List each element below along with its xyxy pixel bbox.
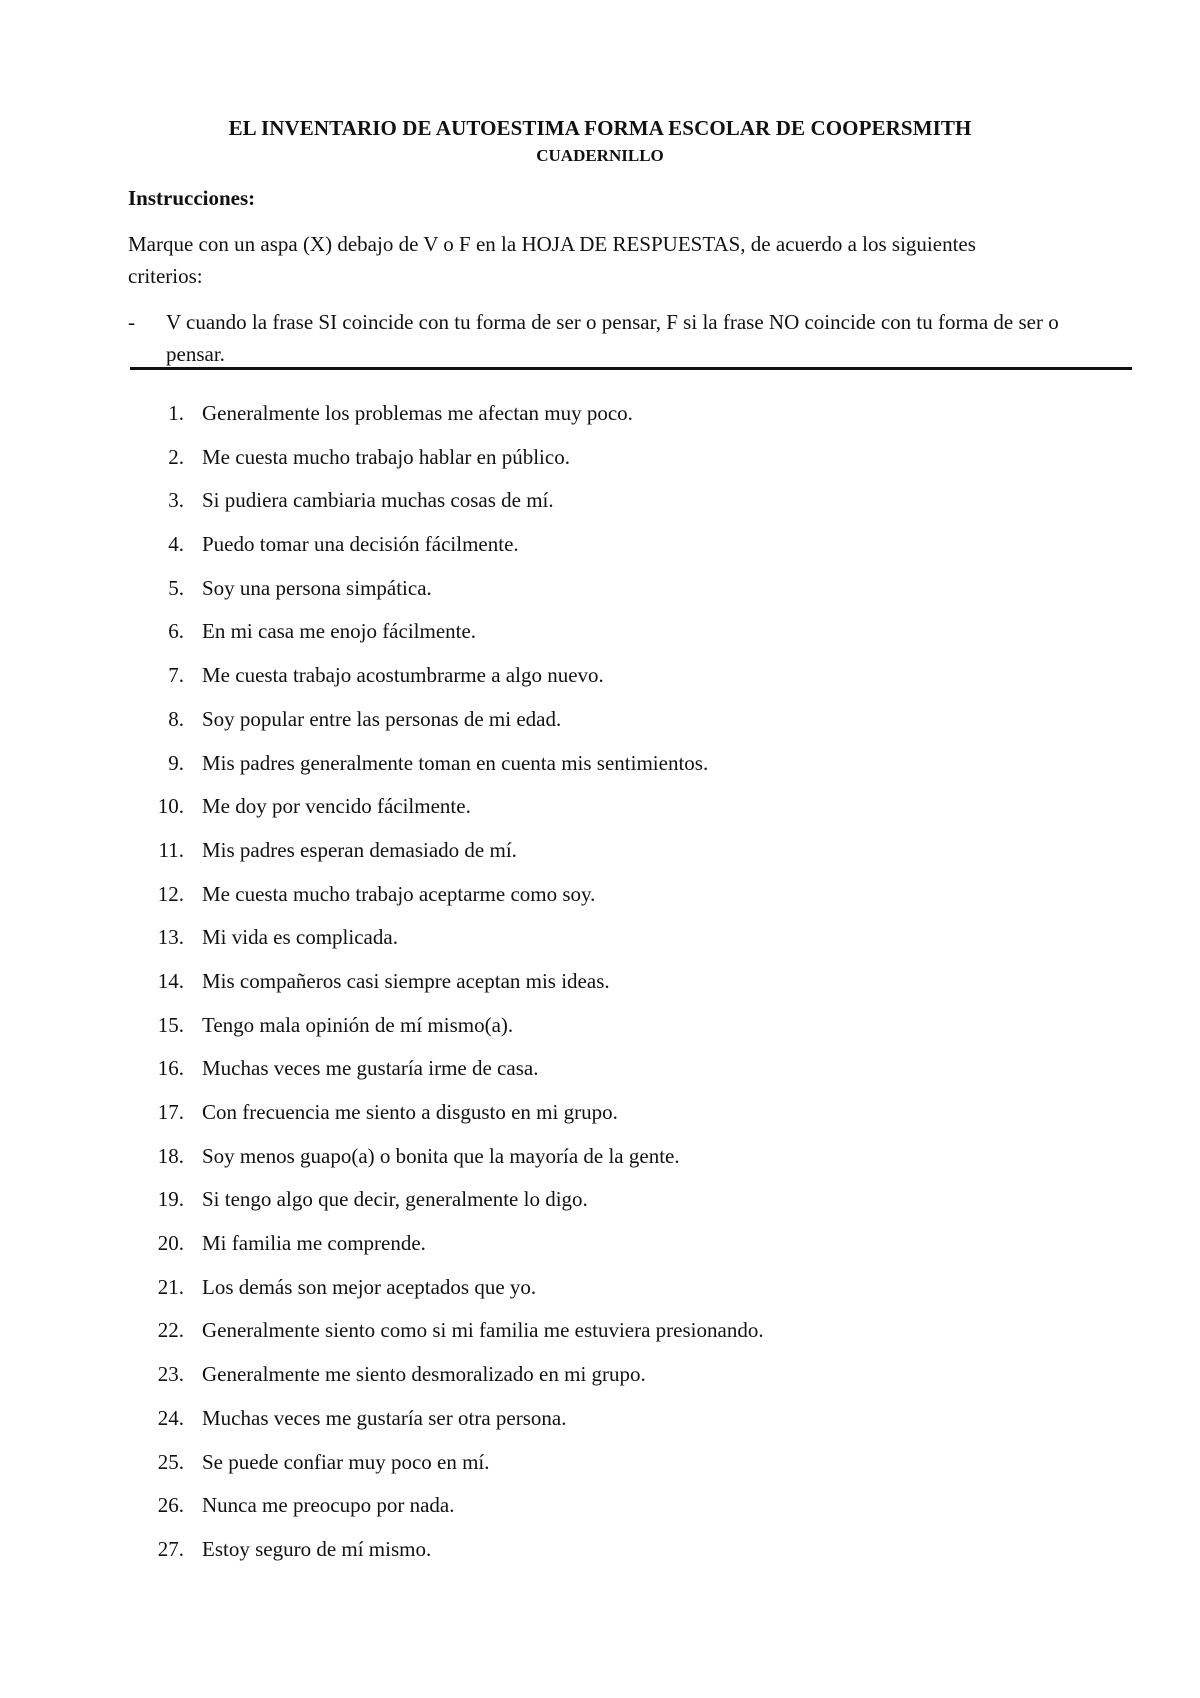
question-item — [0, 880, 1200, 924]
question-item — [0, 923, 1200, 967]
question-number: 23. — [157, 1362, 184, 1387]
document-title: EL INVENTARIO DE AUTOESTIMA FORMA ESCOLAR DE COOPERSMITH — [228, 116, 972, 140]
question-number: 8. — [168, 706, 184, 731]
question-item — [0, 530, 1200, 574]
question-text: Muchas veces me gustaría irme de casa. — [202, 1056, 539, 1081]
question-text: Los demás son mejor aceptados que yo. — [202, 1274, 537, 1299]
question-text: Soy popular entre las personas de mi edad. — [202, 706, 562, 731]
question-item — [0, 486, 1200, 530]
question-number: 7. — [168, 663, 184, 688]
question-number: 17. — [157, 1100, 184, 1124]
question-item — [0, 836, 1200, 880]
question-item — [0, 792, 1200, 836]
question-item — [0, 1011, 1200, 1055]
question-number: 19. — [157, 1187, 184, 1212]
question-number: 12. — [157, 881, 184, 906]
question-number: 14. — [157, 968, 184, 993]
question-number: 21. — [157, 1274, 184, 1299]
question-number: 26. — [157, 1493, 184, 1518]
question-text: Se puede confiar muy poco en mí. — [202, 1449, 490, 1474]
question-item — [0, 1535, 1200, 1579]
question-item — [0, 1185, 1200, 1229]
question-text: Generalmente me siento desmoralizado en mi grupo. — [202, 1362, 646, 1387]
question-text: Me cuesta mucho trabajo aceptarme como soy. — [202, 881, 596, 906]
section-divider — [130, 367, 1132, 370]
question-text: Me doy por vencido fácilmente. — [202, 794, 471, 819]
question-text: Me cuesta mucho trabajo hablar en público. — [202, 444, 570, 469]
questions-list — [0, 399, 1200, 1579]
question-text: Si pudiera cambiaria muchas cosas de mí. — [202, 488, 554, 513]
question-text: Generalmente siento como si mi familia me estuviera presionando. — [202, 1318, 764, 1343]
question-number: 6. — [168, 619, 184, 644]
document-subtitle: CUADERNILLO — [536, 146, 664, 165]
question-item — [0, 1229, 1200, 1273]
question-text: Nunca me preocupo por nada. — [202, 1493, 455, 1518]
question-number: 24. — [157, 1405, 184, 1430]
question-item — [0, 399, 1200, 443]
question-item — [0, 749, 1200, 793]
question-item — [0, 443, 1200, 487]
question-item — [0, 1360, 1200, 1404]
question-text: En mi casa me enojo fácilmente. — [202, 619, 477, 644]
question-number: 11. — [158, 837, 184, 862]
question-number: 3. — [168, 488, 184, 513]
question-text: Mis padres esperan demasiado de mí. — [202, 837, 517, 862]
question-number: 4. — [168, 532, 184, 557]
question-text: Me cuesta trabajo acostumbrarme a algo nuevo. — [202, 663, 604, 688]
instructions-text: Marque con un aspa (X) debajo de V o F en la HOJA DE RESPUESTAS, de acuerdo a los siguientes criterios: — [128, 232, 976, 288]
question-item — [0, 1273, 1200, 1317]
question-text: Estoy seguro de mí mismo. — [202, 1536, 432, 1561]
question-number: 9. — [168, 750, 184, 775]
question-number: 18. — [157, 1143, 184, 1168]
question-item — [0, 1142, 1200, 1186]
question-item — [0, 1491, 1200, 1535]
question-number: 5. — [168, 575, 184, 600]
question-number: 1. — [168, 401, 184, 425]
question-text: Muchas veces me gustaría ser otra persona. — [202, 1405, 567, 1430]
question-text: Soy una persona simpática. — [202, 575, 432, 600]
question-item — [0, 1054, 1200, 1098]
question-item — [0, 574, 1200, 618]
question-item — [0, 1404, 1200, 1448]
question-text: Tengo mala opinión de mí mismo(a). — [202, 1012, 514, 1037]
question-number: 2. — [168, 444, 184, 469]
question-item — [0, 705, 1200, 749]
criterion-text: V cuando la frase SI coincide con tu forma de ser o pensar, F si la frase NO coincide con tu forma de ser o pensar. — [166, 310, 1059, 366]
question-text: Con frecuencia me siento a disgusto en mi grupo. — [202, 1100, 618, 1124]
question-number: 27. — [157, 1536, 184, 1561]
question-item — [0, 617, 1200, 661]
question-text: Mi familia me comprende. — [202, 1231, 426, 1256]
question-item — [0, 967, 1200, 1011]
question-text: Puedo tomar una decisión fácilmente. — [202, 532, 519, 557]
instructions-heading: Instrucciones: — [128, 186, 256, 210]
question-item — [0, 1448, 1200, 1492]
question-text: Generalmente los problemas me afectan muy poco. — [202, 401, 633, 425]
question-text: Mi vida es complicada. — [202, 925, 398, 950]
question-number: 16. — [157, 1056, 184, 1081]
question-text: Soy menos guapo(a) o bonita que la mayoría de la gente. — [202, 1143, 680, 1168]
question-number: 13. — [157, 925, 184, 950]
question-number: 20. — [157, 1231, 184, 1256]
question-number: 15. — [157, 1012, 184, 1037]
question-text: Si tengo algo que decir, generalmente lo digo. — [202, 1187, 588, 1212]
question-item — [0, 1098, 1200, 1142]
question-number: 25. — [157, 1449, 184, 1474]
question-number: 10. — [157, 794, 184, 819]
question-text: Mis padres generalmente toman en cuenta mis sentimientos. — [202, 750, 709, 775]
question-item — [0, 1316, 1200, 1360]
question-number: 22. — [157, 1318, 184, 1343]
question-item — [0, 661, 1200, 705]
criterion-bullet: - — [128, 310, 135, 334]
question-text: Mis compañeros casi siempre aceptan mis ideas. — [202, 968, 610, 993]
